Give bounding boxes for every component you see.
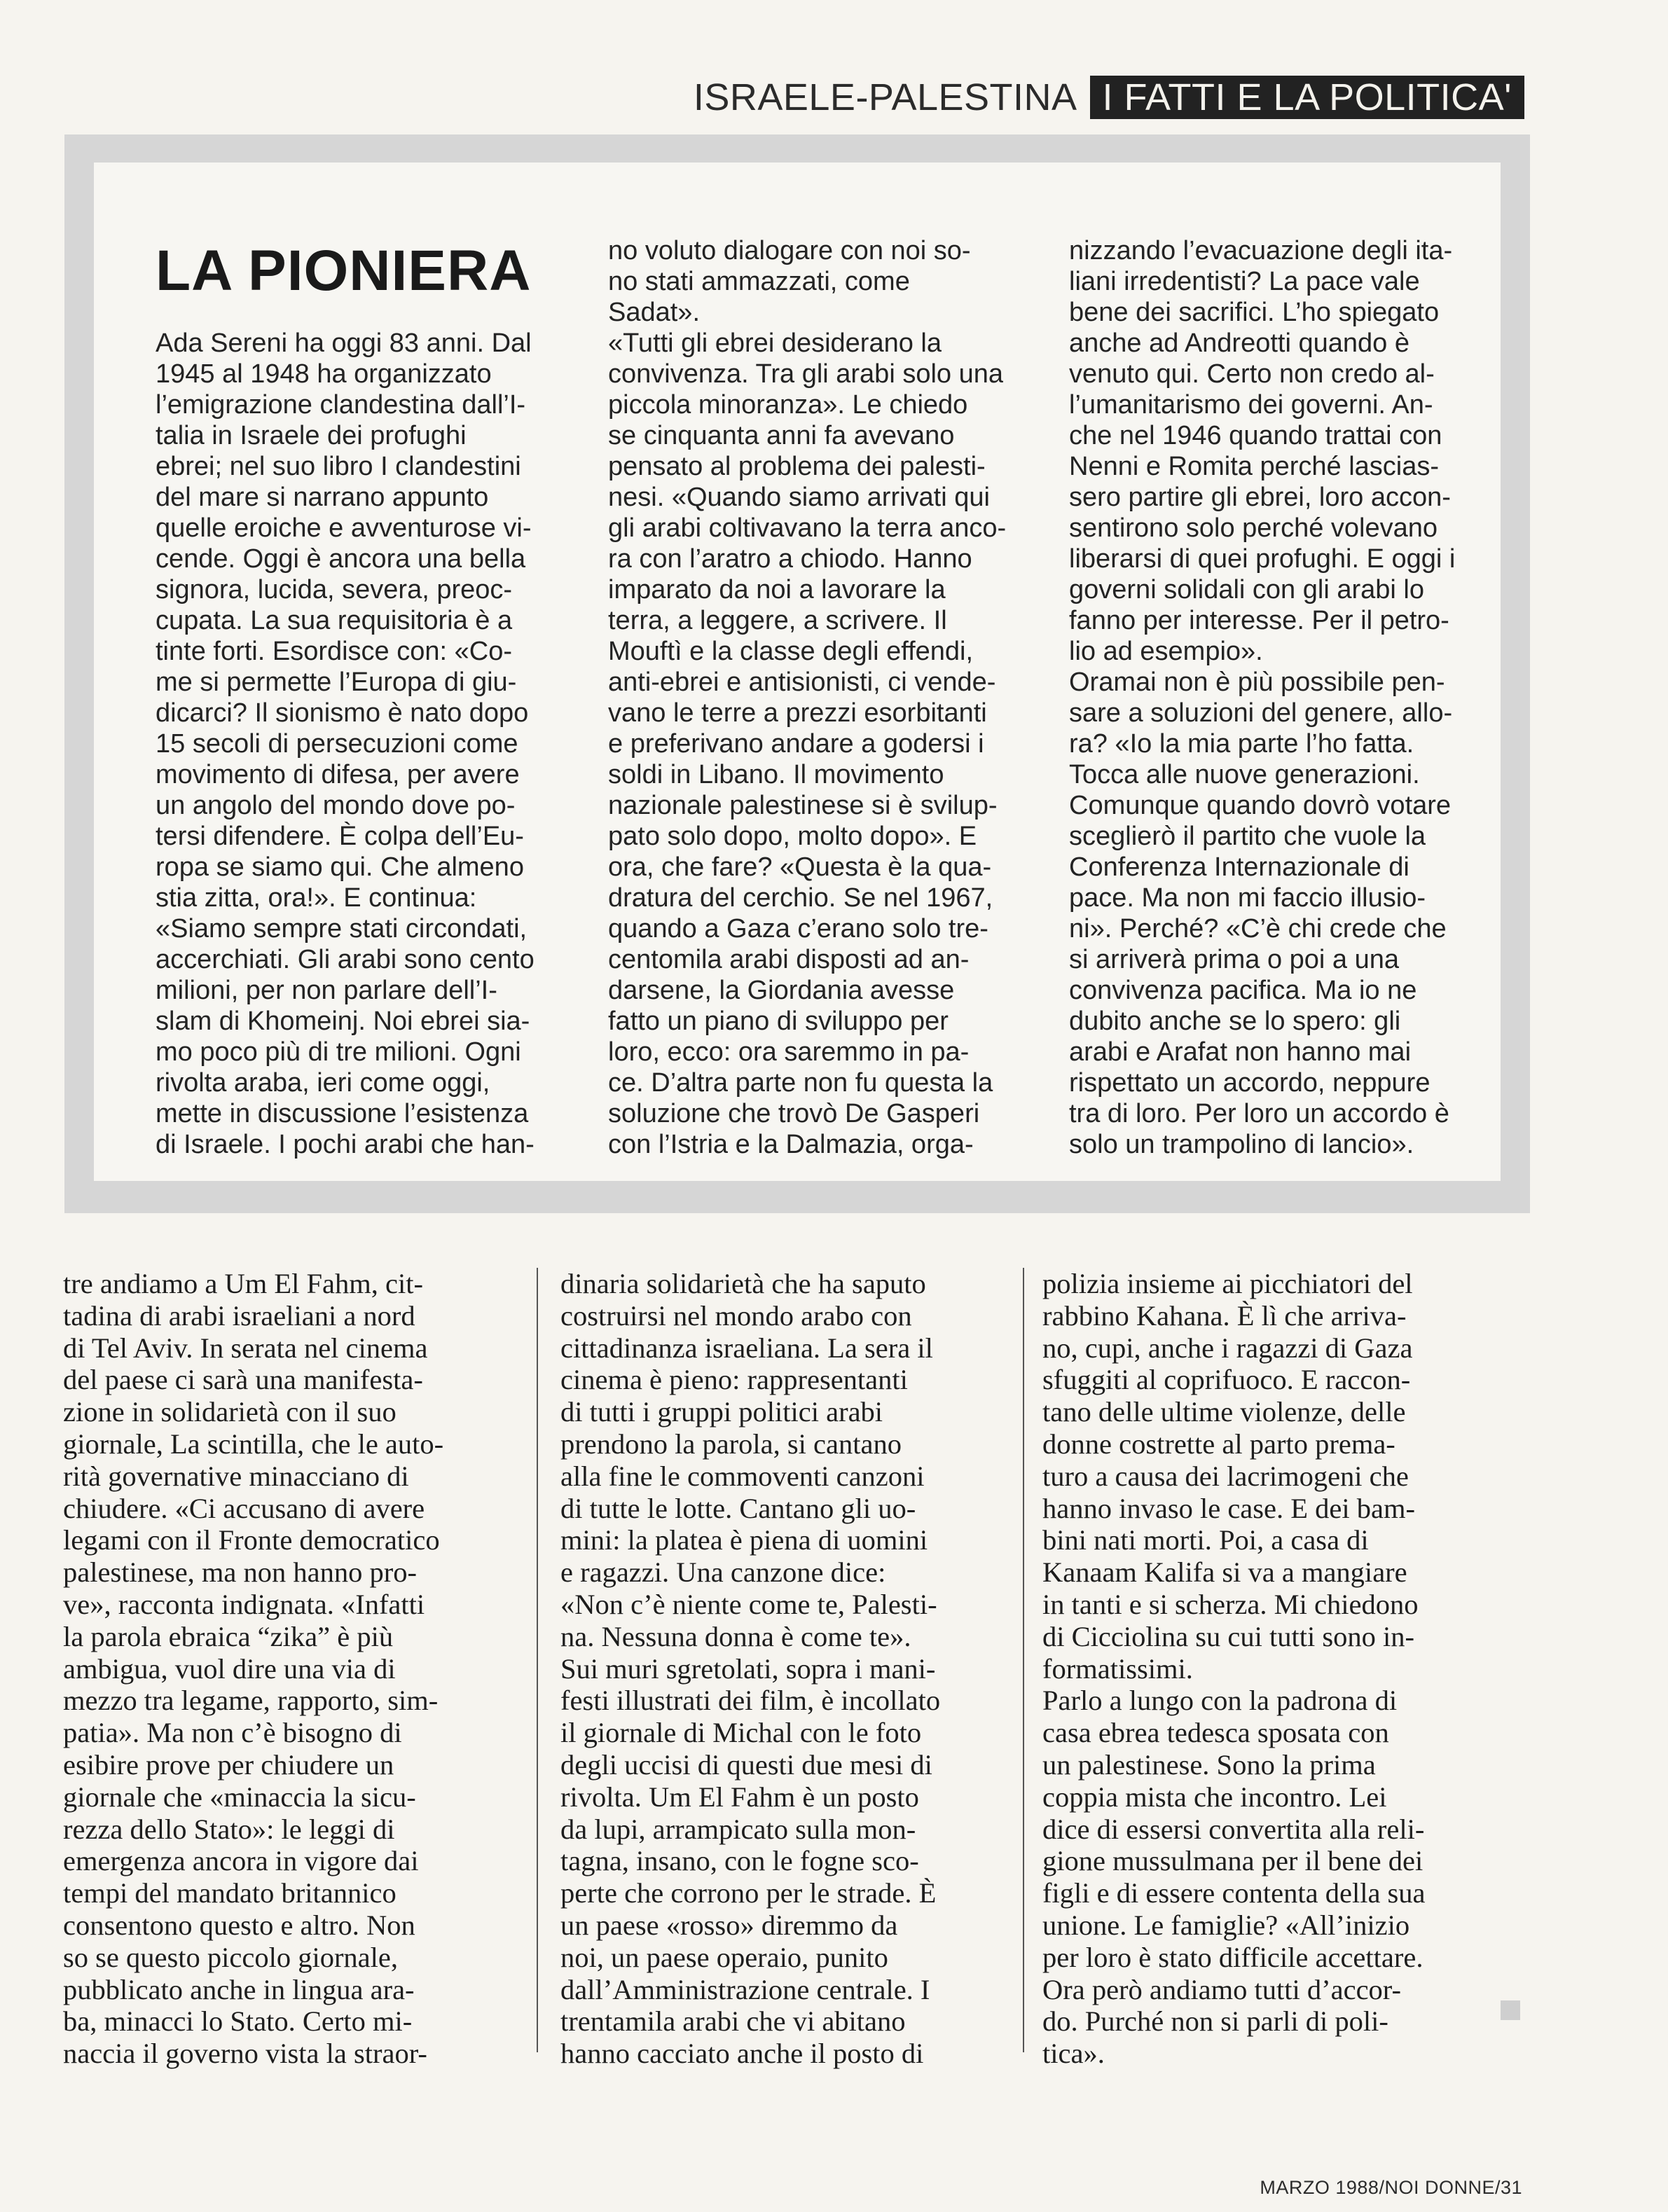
article-column-2	[560, 1268, 1030, 2070]
sidebar-box-inner	[94, 163, 1501, 1181]
sidebar-column-2	[608, 235, 1032, 1160]
section-label: ISRAELE-PALESTINA	[693, 76, 1077, 118]
running-head	[694, 76, 1524, 119]
end-marker	[1501, 2000, 1520, 2020]
page-folio: MARZO 1988/NOI DONNE/31	[1260, 2177, 1522, 2198]
sidebar-paragraph: Ada Sereni ha oggi 83 anni. Dal 1945 al 1948 ha organizzato l’emigrazione clandestina dall’I- talia in Israele dei profughi ebrei; nel suo libro I clandestini del mare si narrano appunto quelle eroiche e avventurose vi- cende. Oggi è ancora una bella signora, lucida, severa, preoc- cupata. La sua requisitoria è a tinte forti. Esordisce con: «Co- me si permette l’Europa di giu- dicarci? Il sionismo è nato dopo 15 secoli di persecuzioni come movimento di difesa, per avere un angolo del mondo dove po- tersi difendere. È colpa dell’Eu- ropa se siamo qui. Che almeno stia zitta, ora!». E continua: «Siamo sempre stati circondati, accerchiati. Gli arabi sono cento milioni, per non parlare dell’I- slam di Khomeinj. Noi ebrei sia- mo poco più di tre milioni. Ogni rivolta araba, ieri come oggi, mette in discussione l’esistenza di Israele. I pochi arabi che han-	[156, 329, 535, 1159]
article-paragraph: polizia insieme ai picchiatori del rabbino Kahana. È lì che arriva- no, cupi, anche i ragazzi di Gaza sfuggiti al coprifuoco. E raccon- tano delle ultime violenze, delle donne costrette al parto prema- turo a causa dei lacrimogeni che hanno invaso le case. E dei bam- bini nati morti. Poi, a casa di Kanaam Kalifa si va a mangiare in tanti e si scherza. Mi chiedono di Cicciolina su cui tutti sono in- formatissimi. Parlo a lungo con la padrona di casa ebrea tedesca sposata con un palestinese. Sono la prima coppia mista che incontro. Lei dice di essersi convertita alla reli- gione mussulmana per il bene dei figli e di essere contenta della sua unione. Le famiglie? «All’inizio per loro è stato difficile accettare. Ora però andiamo tutti d’accor- do. Purché non si parli di poli- tica».	[1042, 1268, 1426, 2070]
sidebar-paragraph: nizzando l’evacuazione degli ita- liani irredentisti? La pace vale bene dei sacrifici. L’ho spiegato anche ad Andreotti quando è venuto qui. Certo non credo al- l’umanitarismo dei governi. An- che nel 1946 quando trattai con Nenni e Romita perché lascias- sero partire gli ebrei, loro accon- sentirono solo perché volevano liberarsi di quei profughi. E oggi i governi solidali con gli arabi lo fanno per interesse. Per il petro- lio ad esempio». Oramai non è più possibile pen- sare a soluzioni del genere, allo- ra? «Io la mia parte l’ho fatta. Tocca alle nuove generazioni. Comunque quando dovrò votare sceglierò il partito che vuole la Conferenza Internazionale di pace. Ma non mi faccio illusio- ni». Perché? «C’è chi crede che si arriverà prima o poi a una convivenza pacifica. Ma io ne dubito anche se lo spero: gli arabi e Arafat non hanno mai rispettato un accordo, neppure tra di loro. Per loro un accordo è solo un trampolino di lancio».	[1069, 236, 1456, 1159]
article-column-3	[1042, 1268, 1526, 2070]
sidebar-paragraph: no voluto dialogare con noi so- no stati ammazzati, come Sadat». «Tutti gli ebrei desiderano la convivenza. Tra gli arabi solo una piccola minoranza». Le chiedo se cinquanta anni fa avevano pensato al problema dei palesti- nesi. «Quando siamo arrivati qui gli arabi coltivavano la terra anco- ra con l’aratro a chiodo. Hanno imparato da noi a lavorare la terra, a leggere, a scrivere. Il Mouftì e la classe degli effendi, anti-ebrei e antisionisti, ci vende- vano le terre a prezzi esorbitanti e preferivano andare a godersi i soldi in Libano. Il movimento nazionale palestinese si è svilup- pato solo dopo, molto dopo». E ora, che fare? «Questa è la qua- dratura del cerchio. Se nel 1967, quando a Gaza c’erano solo tre- centomila arabi disposti ad an- darsene, la Giordania avesse fatto un piano di sviluppo per loro, ecco: ora saremmo in pa- ce. D’altra parte non fu questa la soluzione che trovò De Gasperi con l’Istria e la Dalmazia, orga-	[608, 236, 1007, 1159]
sidebar-column-3	[1069, 235, 1489, 1160]
article-paragraph: dinaria solidarietà che ha saputo costruirsi nel mondo arabo con cittadinanza israeliana. La sera il cinema è pieno: rappresentanti di tutti i gruppi politici arabi prendono la parola, si cantano alla fine le commoventi canzoni di tutte le lotte. Cantano gli uo- mini: la platea è piena di uomini e ragazzi. Una canzone dice: «Non c’è niente come te, Palesti- na. Nessuna donna è come te». Sui muri sgretolati, sopra i mani- festi illustrati dei film, è incollato il giornale di Michal con le foto degli uccisi di questi due mesi di rivolta. Um El Fahm è un posto da lupi, arrampicato sulla mon- tagna, insano, con le fogne sco- perte che corrono per le strade. È un paese «rosso» diremmo da noi, un paese operaio, punito dall’Amministrazione centrale. I trentamila arabi che vi abitano hanno cacciato anche il posto di	[560, 1268, 941, 2070]
article-paragraph: tre andiamo a Um El Fahm, cit- tadina di arabi israeliani a nord di Tel Aviv. In serata nel cinema del paese ci sarà una manifesta- zione in solidarietà con il suo giornale, La scintilla, che le auto- rità governative minacciano di chiudere. «Ci accusano di avere legami con il Fronte democratico palestinese, ma non hanno pro- ve», racconta indignata. «Infatti la parola ebraica “zika” è più ambigua, vuol dire una via di mezzo tra legame, rapporto, sim- patia». Ma non c’è bisogno di esibire prove per chiudere un giornale che «minaccia la sicu- rezza dello Stato»: le leggi di emergenza ancora in vigore dai tempi del mandato britannico consentono questo e altro. Non so se questo piccolo giornale, pubblicato anche in lingua ara- ba, minacci lo Stato. Certo mi- naccia il governo vista la straor-	[63, 1268, 444, 2070]
category-label: I FATTI E LA POLITICA'	[1090, 76, 1524, 119]
sidebar-box	[64, 134, 1530, 1213]
article-column-1	[63, 1268, 539, 2070]
sidebar-title: LA PIONIERA	[156, 239, 532, 303]
sidebar-column-1	[156, 328, 569, 1160]
